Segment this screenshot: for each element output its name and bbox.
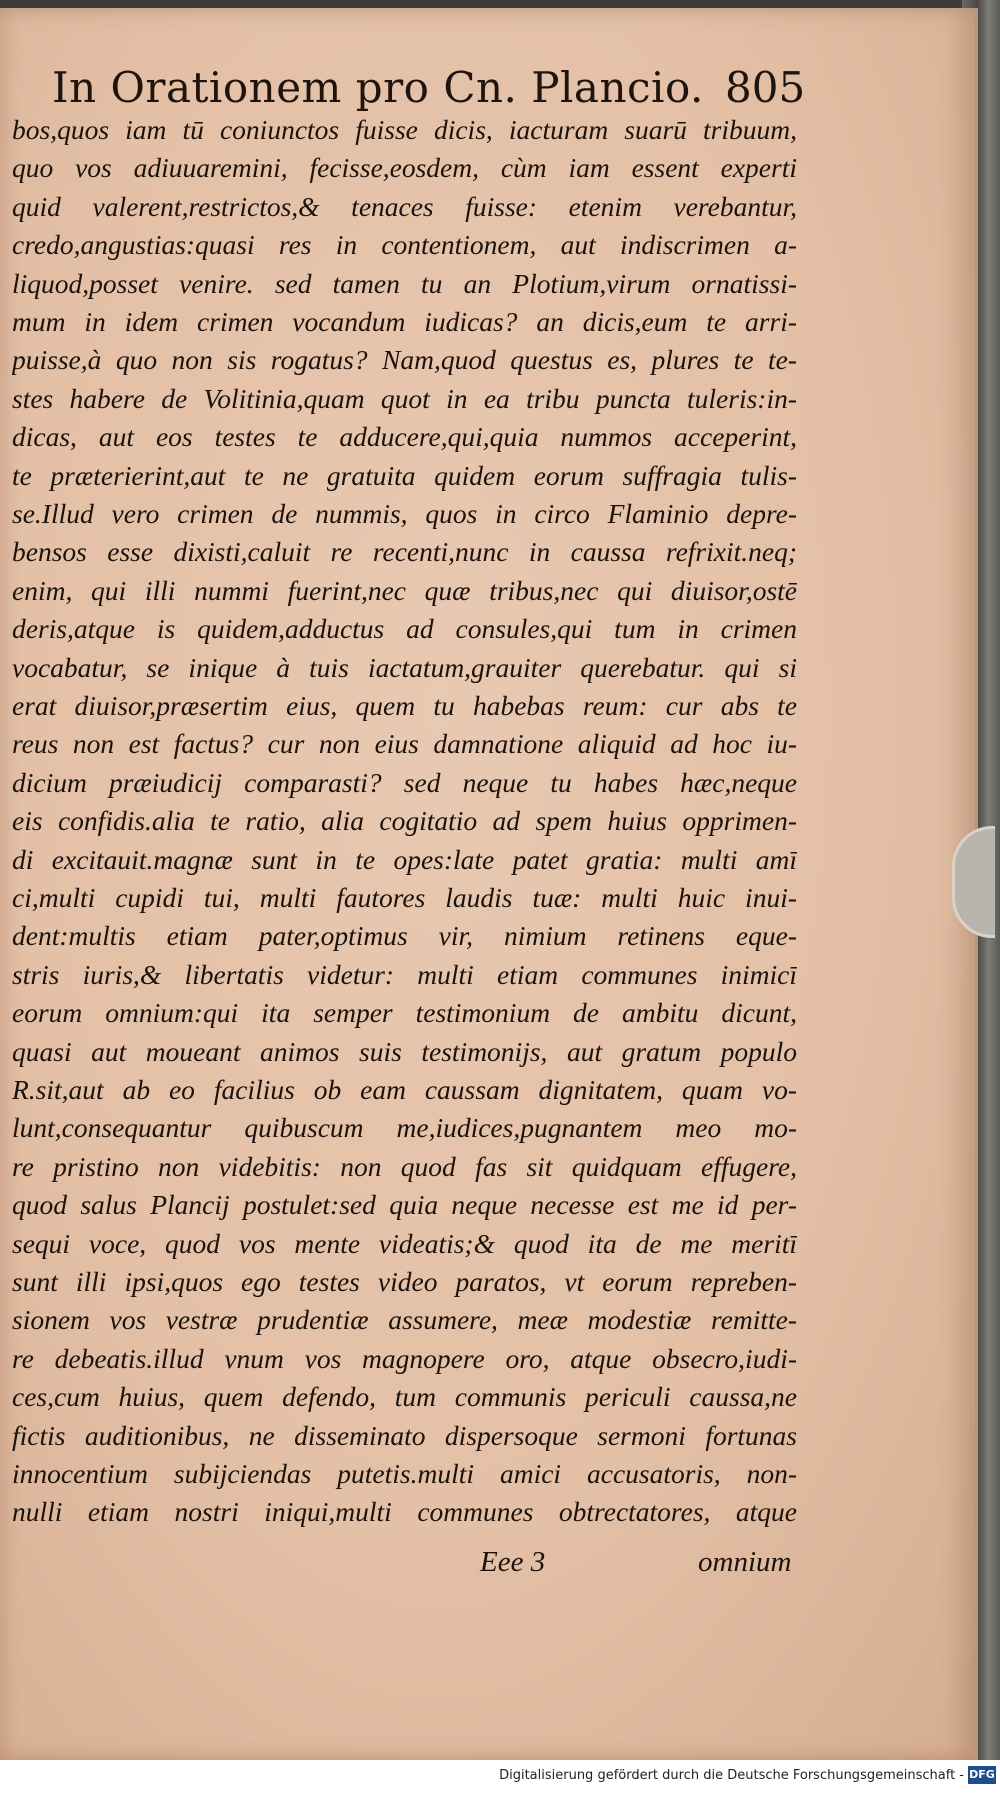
text-line: se.Illud vero crimen de nummis, quos in circo Flaminio depre-: [12, 498, 797, 529]
text-line: dicium præiudicij comparasti? sed neque tu habes hæc,neque: [12, 766, 797, 798]
paper-page: [0, 8, 978, 1760]
text-line: liquod,posset venire. sed tamen tu an Plotium,virum ornatissi-: [12, 267, 797, 299]
text-line: dent:multis etiam pater,optimus vir, nimium retinens eque-: [12, 920, 797, 952]
text-line: ces,cum huius, quem defendo, tum communis periculi caussa,ne: [12, 1381, 797, 1413]
running-head: In Orationem pro Cn. Plancio.: [52, 63, 704, 112]
text-line: fictis auditionibus, ne disseminato dispersoque sermoni fortunas: [12, 1419, 797, 1451]
text-line: te præterierint,aut te ne gratuita quidem eorum suffragia tulis-: [12, 459, 797, 491]
text-line: quasi aut moueant animos suis testimonijs, aut gratum populo: [12, 1035, 797, 1067]
text-line: enim, qui illi nummi fuerint,nec quæ tribus,nec qui diuisor,ostē: [12, 574, 797, 606]
text-line: stris iuris,& libertatis videtur: multi etiam communes inimicī: [12, 958, 797, 990]
text-line: vocabatur, se inique à tuis iactatum,grauiter querebatur. qui si: [12, 651, 797, 683]
text-line: puisse,à quo non sis rogatus? Nam,quod questus es, plures te te-: [12, 344, 797, 376]
text-line: sequi voce, quod vos mente videatis;& quod ita de me meritī: [12, 1227, 797, 1259]
text-line: credo,angustias:quasi res in contentionem, aut indiscrimen a-: [12, 229, 797, 261]
text-line: dicas, aut eos testes te adducere,qui,quia nummos acceperint,: [12, 421, 797, 453]
text-line: stes habere de Volitinia,quam quot in ea tribu puncta tuleris:in-: [12, 382, 797, 414]
text-line: quo vos adiuuaremini, fecisse,eosdem, cùm iam essent experti: [12, 152, 797, 184]
text-line: di excitauit.magnæ sunt in te opes:late patet gratia: multi amī: [12, 843, 797, 875]
text-line: reus non est factus? cur non eius damnatione aliquid ad hoc iu-: [12, 728, 797, 760]
text-line: bos,quos iam tū coniunctos fuisse dicis, iacturam suarū tribuum,: [12, 114, 797, 145]
text-line: sionem vos vestræ prudentiæ assumere, meæ modestiæ remitte-: [12, 1304, 797, 1336]
text-line: eis confidis.alia te ratio, alia cogitatio ad spem huius opprimen-: [12, 805, 797, 837]
text-line: ci,multi cupidi tui, multi fautores laudis tuæ: multi huic inui-: [12, 882, 797, 913]
text-line: eorum omnium:qui ita semper testimonium de ambitu dicunt,: [12, 997, 797, 1029]
text-line: R.sit,aut ab eo facilius ob eam caussam dignitatem, quam vo-: [12, 1074, 797, 1105]
dfg-logo-icon: DFG: [968, 1766, 996, 1784]
text-line: deris,atque is quidem,adductus ad consules,qui tum in crimen: [12, 613, 797, 645]
text-line: mum in idem crimen vocandum iudicas? an dicis,eum te arri-: [12, 306, 797, 337]
catchword: omnium: [698, 1546, 792, 1578]
text-line: sunt illi ipsi,quos ego testes video paratos, vt eorum repreben-: [12, 1266, 797, 1297]
text-line: nulli etiam nostri iniqui,multi communes obtrectatores, atque: [12, 1496, 797, 1528]
text-line: lunt,consequantur quibuscum me,iudices,pugnantem meo mo-: [12, 1112, 797, 1144]
text-line: innocentium subijciendas putetis.multi amici accusatoris, non-: [12, 1458, 797, 1489]
text-line: re debeatis.illud vnum vos magnopere oro, atque obsecro,iudi-: [12, 1342, 797, 1374]
text-line: re pristino non videbitis: non quod fas sit quidquam effugere,: [12, 1150, 797, 1182]
text-line: quod salus Plancij postulet:sed quia neque necesse est me id per-: [12, 1189, 797, 1221]
text-line: bensos esse dixisti,caluit re recenti,nunc in caussa refrixit.neq;: [12, 536, 797, 568]
page-number: 805: [725, 63, 806, 112]
footer-credit: Digitalisierung gefördert durch die Deutsche Forschungsgemeinschaft -: [499, 1768, 964, 1783]
signature-mark: Eee 3: [480, 1546, 546, 1578]
text-line: erat diuisor,præsertim eius, quem tu habebas reum: cur abs te: [12, 690, 797, 721]
page-tab-mark: [952, 826, 995, 938]
footer-bar: [0, 1760, 1000, 1794]
text-line: quid valerent,restrictos,& tenaces fuisse: etenim verebantur,: [12, 190, 797, 222]
